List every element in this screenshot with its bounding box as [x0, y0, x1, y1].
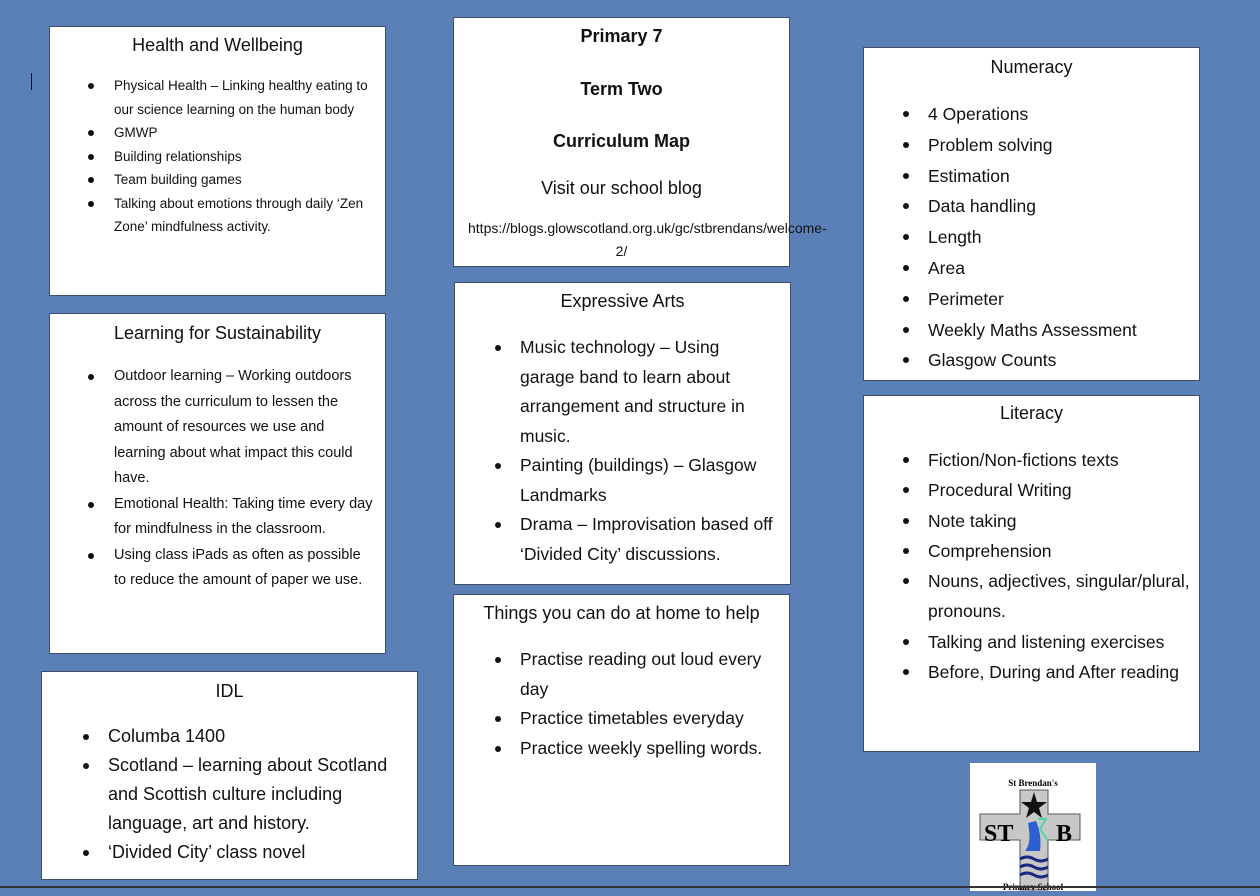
- health-wellbeing-list: [114, 74, 371, 239]
- list-item: Talking and listening exercises: [928, 627, 1193, 657]
- list-item: 4 Operations: [928, 99, 1191, 130]
- list-item: Physical Health – Linking healthy eating to our science learning on the human body: [114, 74, 371, 121]
- term-title: Term Two: [580, 78, 663, 99]
- blog-link[interactable]: https://blogs.glowscotland.org.uk/gc/stbrendans/welcome-2/: [468, 219, 827, 259]
- list-item: Practice weekly spelling words.: [520, 734, 777, 764]
- list-item: Team building games: [114, 168, 371, 192]
- section-title: Things you can do at home to help: [483, 603, 760, 623]
- expressive-arts-list: [520, 333, 778, 569]
- literacy-list: [928, 445, 1193, 687]
- numeracy-box: [863, 47, 1200, 381]
- section-title: Learning for Sustainability: [113, 323, 322, 343]
- list-item: Procedural Writing: [928, 475, 1193, 505]
- sustainability-box: [49, 313, 386, 654]
- list-item: Glasgow Counts: [928, 345, 1191, 376]
- list-item: GMWP: [114, 121, 371, 145]
- list-item: Area: [928, 253, 1191, 284]
- list-item: Note taking: [928, 506, 1193, 536]
- class-title: Primary 7: [580, 26, 663, 46]
- list-item: Weekly Maths Assessment: [928, 315, 1191, 346]
- list-item: Length: [928, 222, 1191, 253]
- text-cursor: [31, 73, 32, 90]
- blog-label: Visit our school blog: [541, 177, 702, 198]
- section-title: Expressive Arts: [560, 291, 685, 311]
- page-bottom-edge: [0, 886, 1260, 888]
- svg-text:B: B: [1056, 821, 1073, 847]
- expressive-arts-box: [454, 282, 791, 585]
- list-item: Using class iPads as often as possible to reduce the amount of paper we use.: [114, 543, 375, 594]
- list-item: Practice timetables everyday: [520, 704, 777, 734]
- list-item: Music technology – Using garage band to learn about arrangement and structure in music.: [520, 333, 778, 451]
- list-item: Data handling: [928, 191, 1191, 222]
- list-item: Problem solving: [928, 130, 1191, 161]
- header-box: [453, 17, 827, 267]
- idl-box: [41, 671, 418, 880]
- home-help-list: [520, 645, 777, 763]
- section-title: Numeracy: [990, 57, 1073, 77]
- list-item: Practise reading out loud every day: [520, 645, 777, 704]
- section-title: Health and Wellbeing: [132, 35, 303, 55]
- list-item: Outdoor learning – Working outdoors across the curriculum to lessen the amount of resources we use and learning about what impact this could have.: [114, 364, 375, 492]
- list-item: Columba 1400: [108, 722, 409, 751]
- list-item: Comprehension: [928, 536, 1193, 566]
- sustainability-list: [114, 364, 375, 594]
- section-title: Literacy: [999, 403, 1064, 423]
- numeracy-list: [928, 99, 1191, 376]
- section-title: IDL: [215, 681, 244, 701]
- list-item: Before, During and After reading: [928, 657, 1193, 687]
- list-item: Nouns, adjectives, singular/plural, pronouns.: [928, 566, 1193, 627]
- list-item: Emotional Health: Taking time every day for mindfulness in the classroom.: [114, 492, 375, 543]
- list-item: Drama – Improvisation based off ‘Divided City’ discussions.: [520, 510, 778, 569]
- svg-text:St Brendan's: St Brendan's: [1008, 778, 1058, 788]
- list-item: Fiction/Non-fictions texts: [928, 445, 1193, 475]
- literacy-box: [863, 395, 1200, 752]
- health-wellbeing-box: [49, 26, 386, 296]
- list-item: Building relationships: [114, 145, 371, 169]
- list-item: Talking about emotions through daily ‘Zen Zone’ mindfulness activity.: [114, 192, 371, 239]
- idl-list: [108, 722, 409, 867]
- svg-text:ST: ST: [984, 821, 1014, 847]
- school-logo: [970, 763, 1096, 891]
- list-item: ‘Divided City’ class novel: [108, 838, 409, 867]
- list-item: Painting (buildings) – Glasgow Landmarks: [520, 451, 778, 510]
- list-item: Scotland – learning about Scotland and Scottish culture including language, art and history.: [108, 751, 409, 838]
- list-item: Estimation: [928, 161, 1191, 192]
- school-crest-icon: [970, 763, 1096, 891]
- home-help-box: [453, 594, 790, 866]
- list-item: Perimeter: [928, 284, 1191, 315]
- map-title: Curriculum Map: [552, 131, 690, 151]
